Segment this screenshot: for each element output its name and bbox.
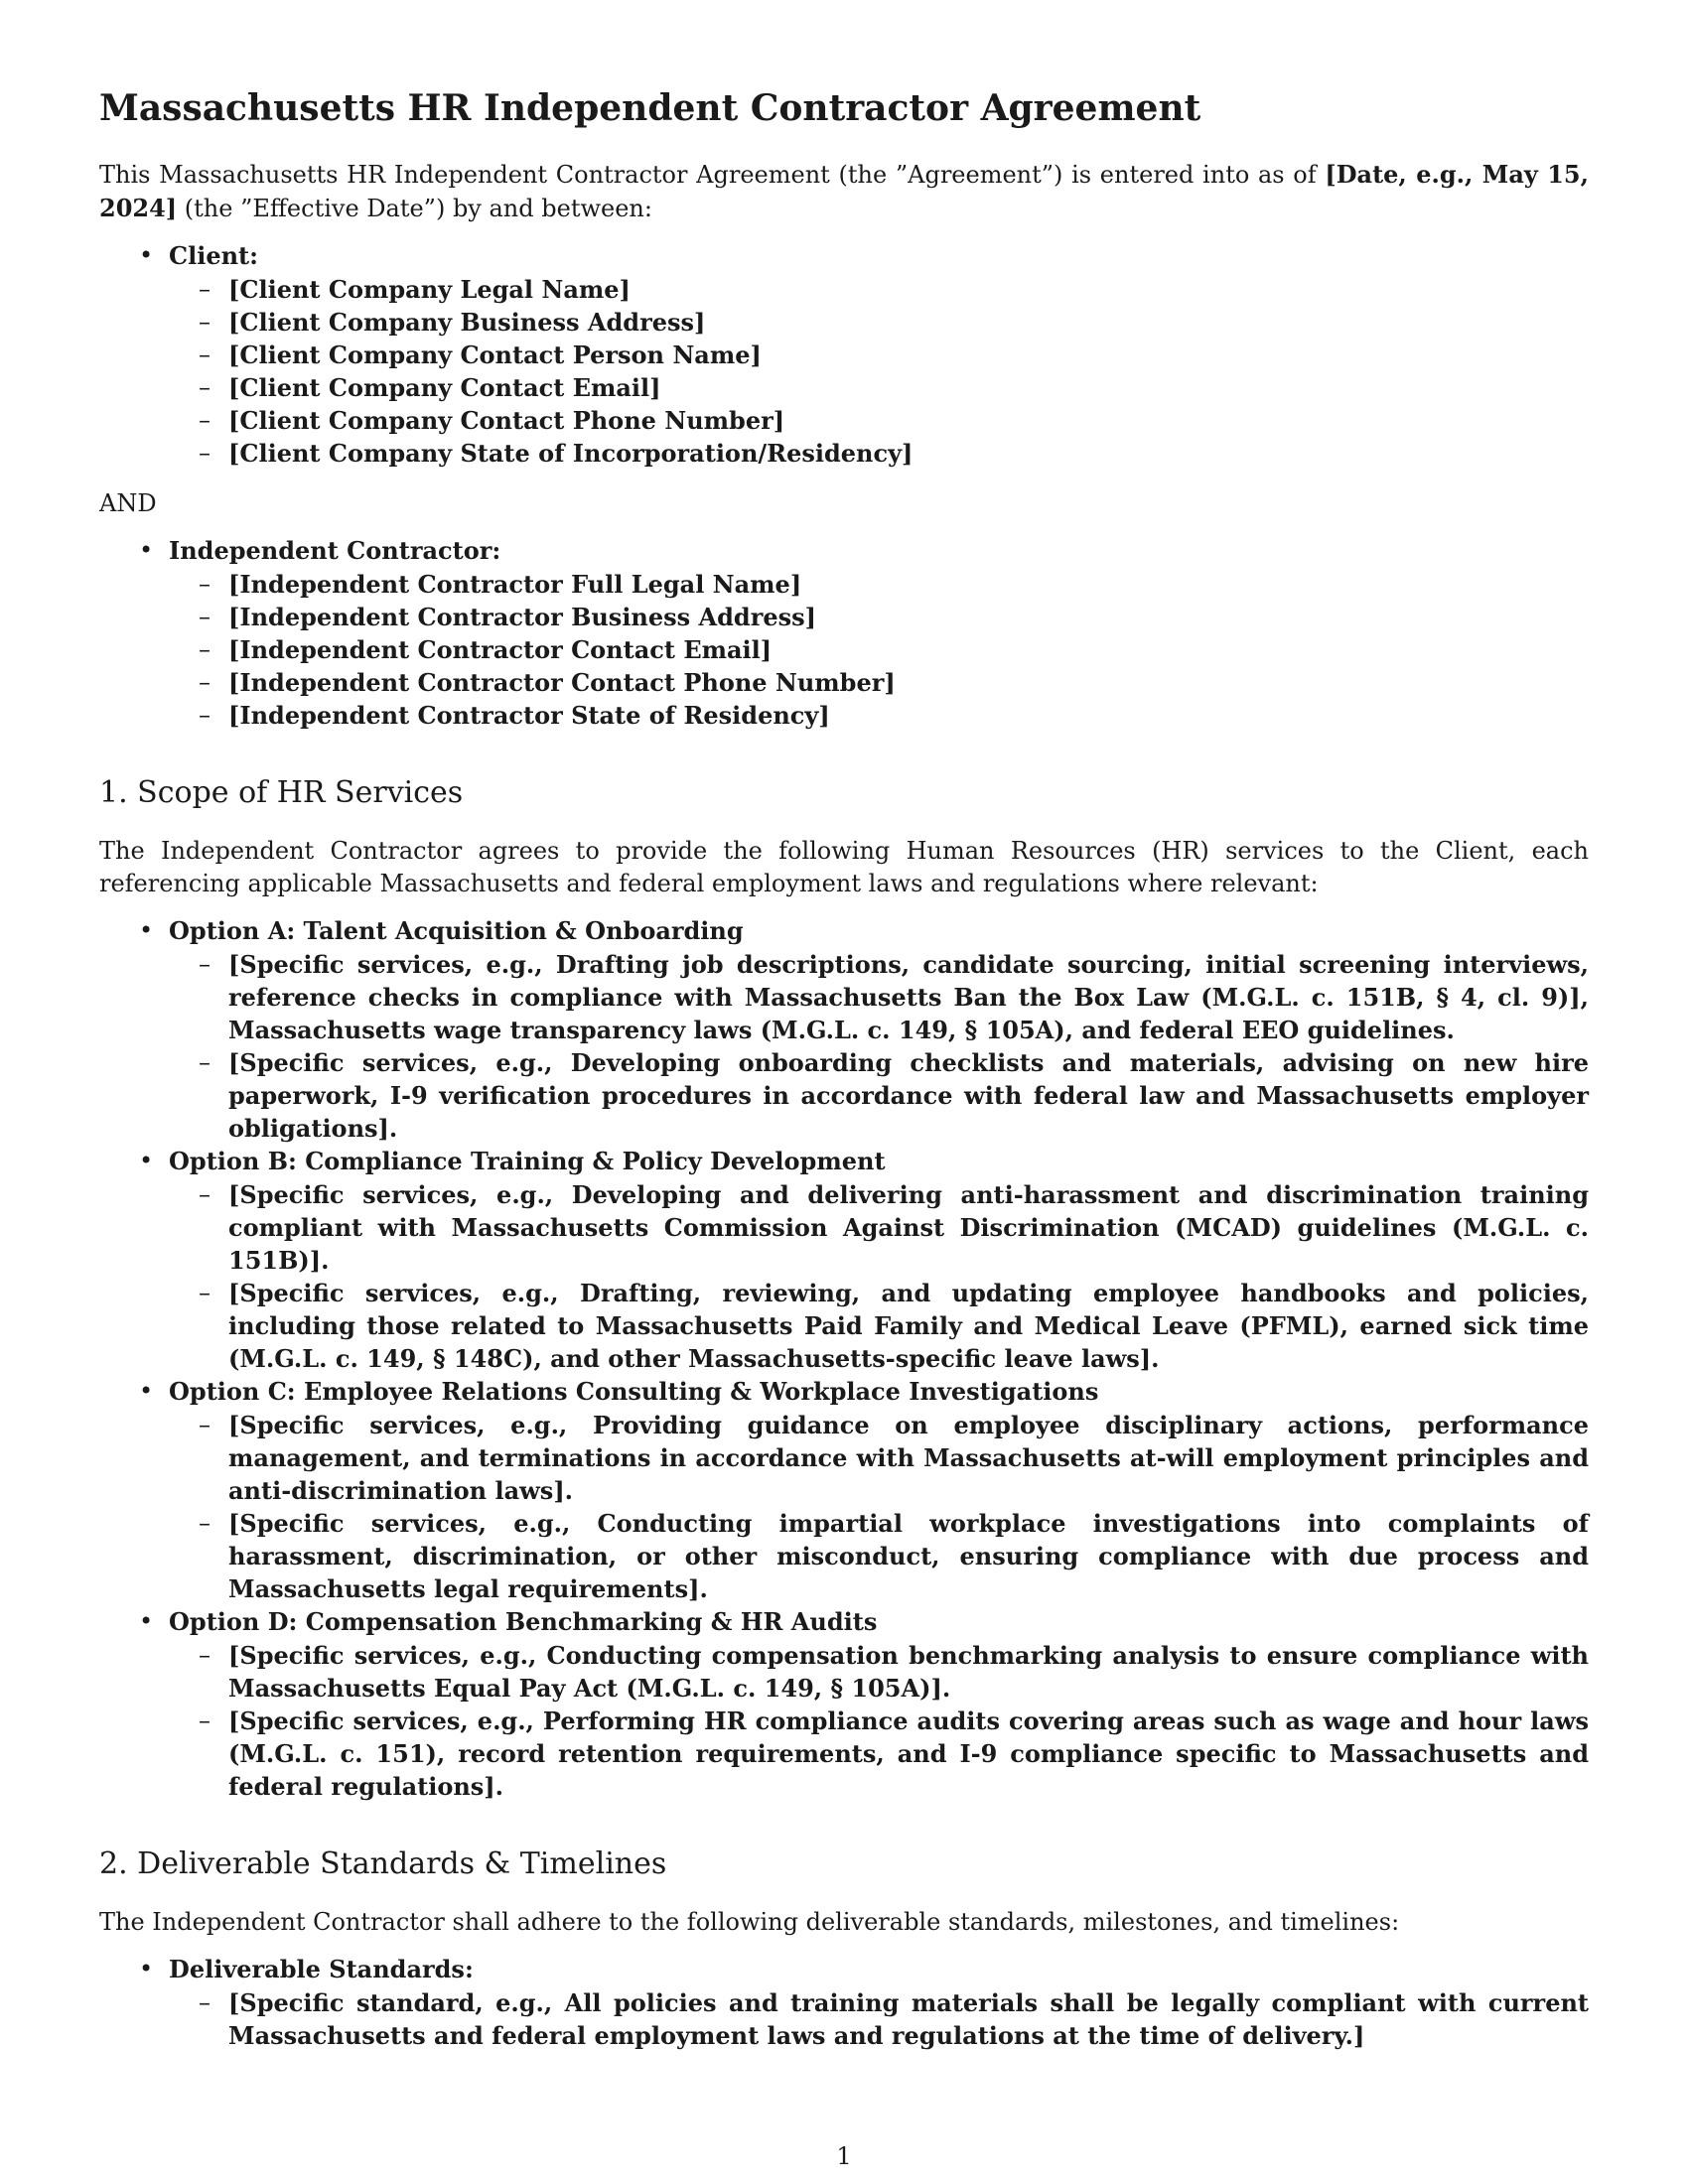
contractor-field: – [Independent Contractor Contact Email] bbox=[199, 635, 773, 665]
bullet-icon: • bbox=[139, 241, 154, 270]
contractor-list bbox=[99, 534, 1589, 732]
client-field: – [Client Company State of Incorporation/Residency] bbox=[199, 439, 914, 469]
contractor-field: – [Independent Contractor Full Legal Name] bbox=[199, 570, 802, 600]
client-list bbox=[99, 239, 1589, 470]
option-item: – [Specific services, e.g., Drafting job descriptions, candidate sourcing, initial screening interviews, reference checks in compliance with Massachusetts Ban the Box Law (M.G.L. c. 151B, § 4, cl. 9)], Massachusetts wage transparency laws (M.G.L. c. 149, § 105A), and federal EEO guidelines. bbox=[199, 950, 1589, 1045]
section-1-intro: The Independent Contractor agrees to provide the following Human Resources (HR) services to the Client, each referencing applicable Massachusetts and federal employment laws and regulations where relevant: bbox=[99, 837, 1589, 898]
section-2-intro: The Independent Contractor shall adhere to the following deliverable standards, milestones, and timelines: bbox=[99, 1908, 1400, 1937]
option-item: – [Specific services, e.g., Developing onboarding checklists and materials, advising on new hire paperwork, I-9 verification procedures in accordance with federal law and Massachusetts employer obligations]. bbox=[199, 1048, 1589, 1144]
option-item: – [Specific services, e.g., Conducting compensation benchmarking analysis to ensure compliance with Massachusetts Equal Pay Act (M.G.L. c. 149, § 105A)]. bbox=[199, 1641, 1589, 1704]
client-label: Client: bbox=[169, 241, 258, 271]
contractor-label: Independent Contractor: bbox=[169, 536, 501, 566]
option-item: – [Specific services, e.g., Conducting impartial workplace investigations into complaints of harassment, discrimination, or other misconduct, ensuring compliance with due process and Massachusetts legal requirements]. bbox=[199, 1509, 1589, 1604]
option-label: Option D: Compensation Benchmarking & HR Audits bbox=[169, 1607, 878, 1637]
option-d bbox=[99, 1605, 1589, 1803]
deliverable-standards bbox=[99, 1953, 1589, 2052]
contractor-field: – [Independent Contractor State of Residency] bbox=[199, 701, 830, 731]
and-separator: AND bbox=[99, 489, 157, 518]
effective-date-placeholder: [Date, e.g., May 15, 2024] bbox=[99, 160, 1589, 223]
bullet-icon: • bbox=[139, 916, 154, 945]
page-number: 1 bbox=[836, 2142, 852, 2170]
option-label: Option C: Employee Relations Consulting & Workplace Investigations bbox=[169, 1377, 1099, 1407]
deliverable-item: – [Specific standard, e.g., All policies and training materials shall be legally compliant with current Massachusetts and federal employment laws and regulations at the time of delivery.] bbox=[199, 1988, 1589, 2051]
option-b bbox=[99, 1145, 1589, 1375]
deliverables-list bbox=[99, 1953, 1589, 2052]
contractor-field: – [Independent Contractor Business Address] bbox=[199, 603, 817, 632]
intro-text-before: This Massachusetts HR Independent Contractor Agreement (the ”Agreement”) is entered into as of bbox=[99, 161, 1326, 190]
document-title: Massachusetts HR Independent Contractor Agreement bbox=[99, 87, 1201, 129]
option-a bbox=[99, 914, 1589, 1145]
client-field: – [Client Company Contact Person Name] bbox=[199, 341, 762, 370]
contractor-field: – [Independent Contractor Contact Phone Number] bbox=[199, 668, 896, 698]
option-item: – [Specific services, e.g., Providing guidance on employee disciplinary actions, performance management, and terminations in accordance with Massachusetts at-will employment principles and anti-discrimination laws]. bbox=[199, 1411, 1589, 1506]
option-label: Option B: Compliance Training & Policy Development bbox=[169, 1147, 886, 1176]
section-2-heading: 2. Deliverable Standards & Timelines bbox=[99, 1846, 667, 1882]
section-1-heading: 1. Scope of HR Services bbox=[99, 775, 464, 811]
bullet-icon: • bbox=[139, 1955, 154, 1983]
client-party bbox=[99, 239, 1589, 470]
intro-paragraph bbox=[99, 158, 1589, 225]
client-field: – [Client Company Business Address] bbox=[199, 308, 706, 338]
client-field: – [Client Company Legal Name] bbox=[199, 275, 631, 305]
option-c bbox=[99, 1375, 1589, 1605]
contractor-party bbox=[99, 534, 1589, 732]
bullet-icon: • bbox=[139, 1147, 154, 1175]
option-item: – [Specific services, e.g., Performing HR compliance audits covering areas such as wage and hour laws (M.G.L. c. 151), record retention requirements, and I-9 compliance specific to Massachusetts and federal regulations]. bbox=[199, 1706, 1589, 1802]
option-item: – [Specific services, e.g., Drafting, reviewing, and updating employee handbooks and policies, including those related to Massachusetts Paid Family and Medical Leave (PFML), earned sick time (M.G.L. c. 149, § 148C), and other Massachusetts-specific leave laws]. bbox=[199, 1279, 1589, 1374]
intro-text-after: (the ”Effective Date”) by and between: bbox=[177, 195, 652, 223]
document-page bbox=[99, 87, 1589, 2052]
bullet-icon: • bbox=[139, 1377, 154, 1406]
services-options-list bbox=[99, 914, 1589, 1803]
bullet-icon: • bbox=[139, 1607, 154, 1636]
client-field: – [Client Company Contact Email] bbox=[199, 373, 661, 403]
option-label: Option A: Talent Acquisition & Onboarding bbox=[169, 916, 744, 946]
bullet-icon: • bbox=[139, 536, 154, 565]
option-item: – [Specific services, e.g., Developing and delivering anti-harassment and discrimination training compliant with Massachusetts Commission Against Discrimination (MCAD) guidelines (M.G.L. c. 151B)]. bbox=[199, 1180, 1589, 1276]
client-field: – [Client Company Contact Phone Number] bbox=[199, 406, 785, 436]
deliverable-standards-label: Deliverable Standards: bbox=[169, 1955, 474, 1984]
